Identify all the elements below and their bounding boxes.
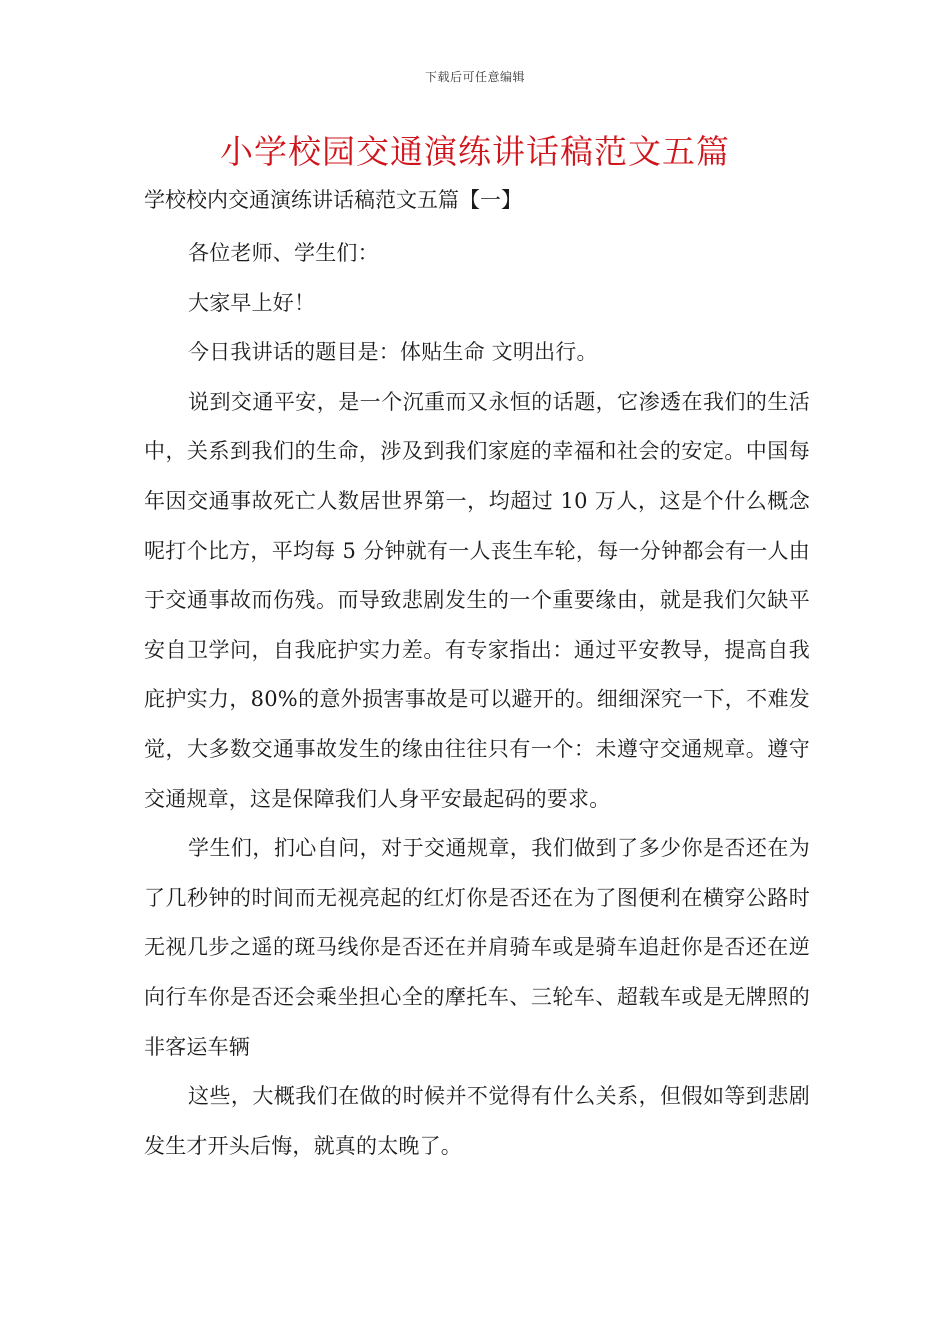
- paragraph-greeting: 各位老师、学生们：: [188, 241, 379, 265]
- paragraph-self-reflection: 学生们，扪心自问，对于交通规章，我们做到了多少你是否还在为了几秒钟的时间而无视亮起的红灯你是否还在为了图便利在横穿公路时无视几步之遥的斑马线你是否还在并肩骑车或是骑车追赶你是否还在逆向行车你是否还会乘坐担心全的摩托车、三轮车、超载车或是无牌照的非客运车辆: [144, 836, 810, 1059]
- header-note: 下载后可任意编辑: [424, 70, 525, 84]
- document-body: [144, 229, 810, 1171]
- section-heading: 学校校内交通演练讲话稿范文五篇【一】: [144, 188, 522, 212]
- paragraph-good-morning: 大家早上好！: [188, 290, 316, 315]
- paragraph-traffic-safety: 说到交通平安，是一个沉重而又永恒的话题，它渗透在我们的生活中，关系到我们的生命，涉及到我们家庭的幸福和社会的安定。中国每年因交通事故死亡人数居世界第一，均超过 10 万人，这是个什么概念呢打个比方，平均每 5 分钟就有一人丧生车轮，每一分钟都会有一人由于交通事故而伤残。而导致悲剧发生的一个重要缘由，就是我们欠缺平安自卫学问，自我庇护实力差。有专家指出：通过平安教导，提高自我庇护实力，80%的意外损害事故是可以避开的。细细深究一下，不难发觉，大多数交通事故发生的缘由往往只有一个：未遵守交通规章。遵守交通规章，这是保障我们人身平安最起码的要求。: [144, 389, 810, 811]
- paragraph-topic: 今日我讲话的题目是：体贴生命 文明出行。: [188, 340, 598, 365]
- paragraph-consequence: 这些，大概我们在做的时候并不觉得有什么关系，但假如等到悲剧发生才开头后悔，就真的太晚了。: [144, 1084, 810, 1158]
- document-title: 小学校园交通演练讲话稿范文五篇: [220, 132, 730, 171]
